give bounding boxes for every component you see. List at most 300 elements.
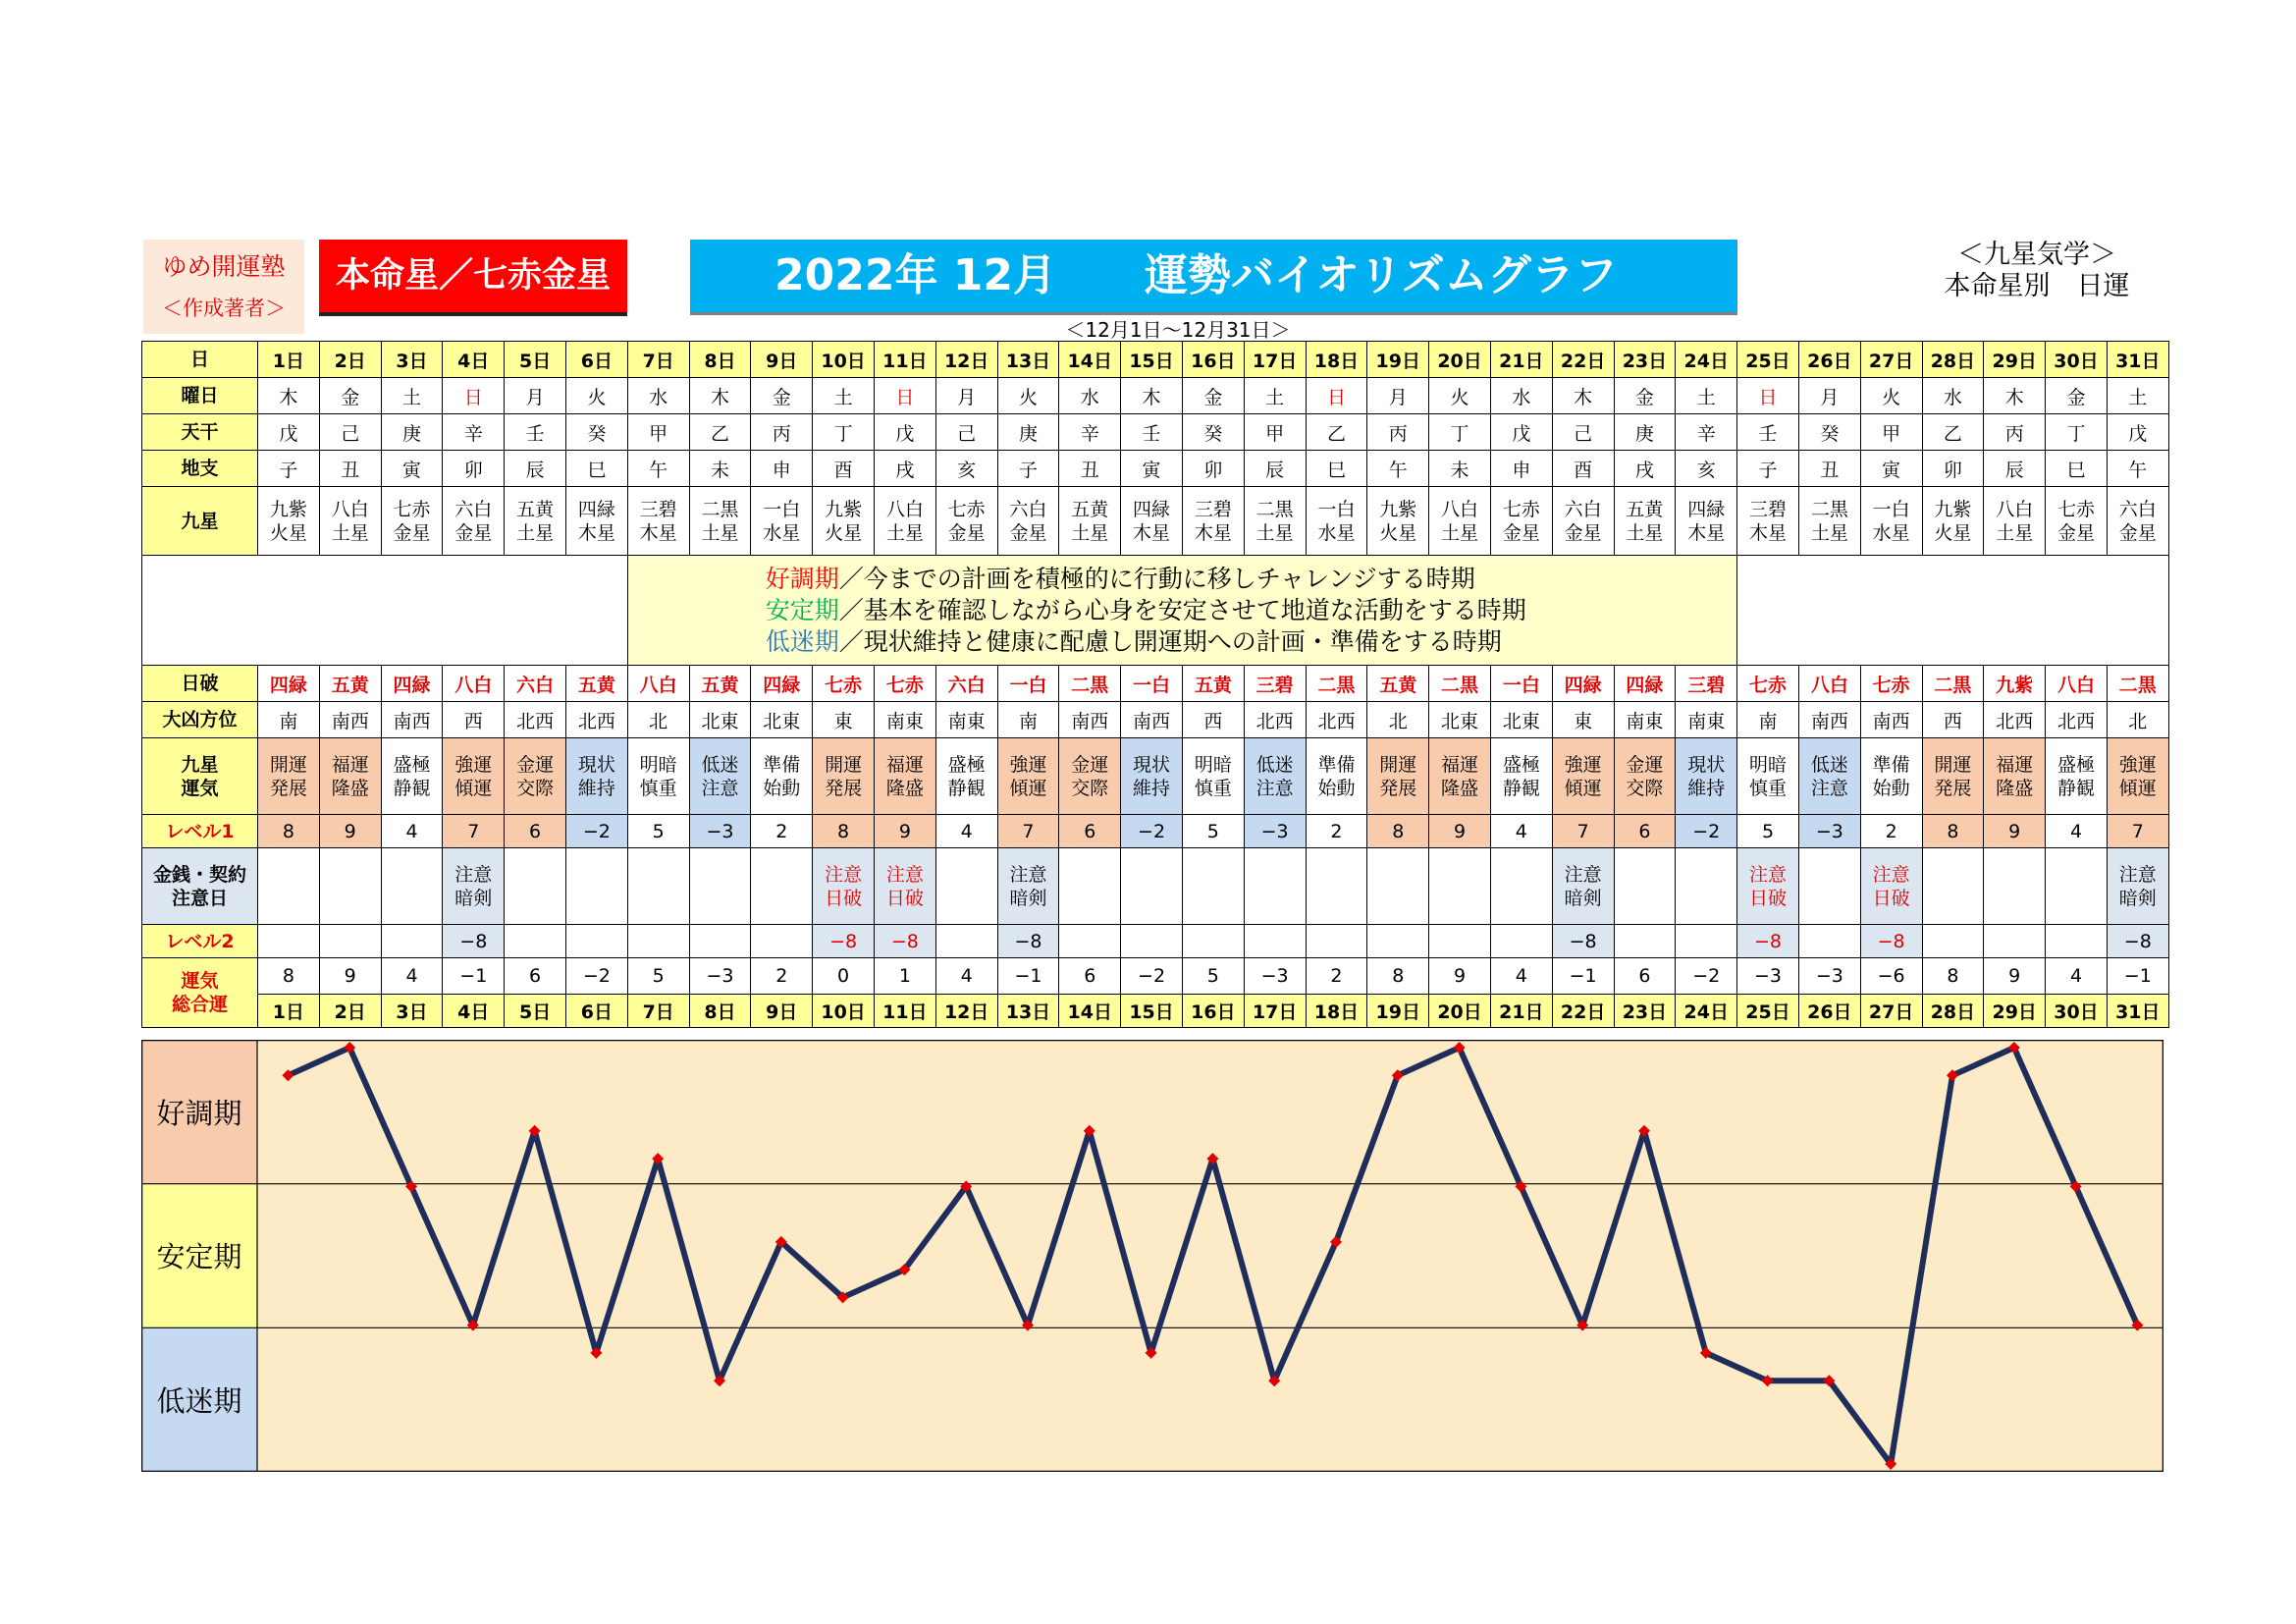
day-header-cell: 30日 (2046, 342, 2108, 378)
legend-text-good: ／今までの計画を積極的に行動に移しチャレンジする時期 (838, 564, 1475, 593)
daikyo-cell: 南西 (319, 702, 381, 738)
level1-cell: 9 (319, 815, 381, 848)
total-cell: −1 (997, 958, 1059, 995)
total-cell: 5 (627, 958, 689, 995)
caution-cell (627, 848, 689, 925)
tenkan-cell: 戊 (258, 414, 320, 451)
level1-cell: 6 (1614, 815, 1676, 848)
level2-cell: −8 (1552, 925, 1614, 958)
nippa-cell: 八白 (627, 666, 689, 702)
daikyo-cell: 南西 (381, 702, 443, 738)
caution-cell: 注意 暗剣 (997, 848, 1059, 925)
unki-cell: 金運 交際 (505, 738, 566, 815)
unki-cell: 福運 隆盛 (319, 738, 381, 815)
nippa-cell: 七赤 (874, 666, 935, 702)
kyusei-cell: 九紫 火星 (813, 487, 875, 556)
day-header-cell: 1日 (258, 342, 320, 378)
level2-cell (381, 925, 443, 958)
row-weekday (142, 378, 2169, 414)
weekday-cell: 土 (381, 378, 443, 414)
caution-cell: 注意 日破 (874, 848, 935, 925)
unki-cell: 強運 傾運 (443, 738, 505, 815)
total-cell: 8 (1922, 958, 1984, 995)
weekday-cell: 火 (1429, 378, 1491, 414)
kyusei-cell: 三碧 木星 (1737, 487, 1799, 556)
system-line2: 本命星別 日運 (1944, 271, 2130, 301)
nippa-cell: 六白 (935, 666, 997, 702)
caution-cell: 注意 暗剣 (443, 848, 505, 925)
day-footer-cell: 7日 (627, 995, 689, 1028)
row-level2 (142, 925, 2169, 958)
level2-cell (627, 925, 689, 958)
level1-cell: 2 (1306, 815, 1367, 848)
label-unki: 九星 運気 (142, 738, 258, 815)
unki-cell: 強運 傾運 (997, 738, 1059, 815)
unki-cell: 低迷 注意 (1244, 738, 1306, 815)
kyusei-cell: 六白 金星 (1552, 487, 1614, 556)
nippa-cell: 二黒 (1306, 666, 1367, 702)
system-line1: ＜九星気学＞ (1957, 240, 2116, 270)
kyusei-cell: 五黄 土星 (505, 487, 566, 556)
caution-cell (1306, 848, 1367, 925)
total-cell: 0 (813, 958, 875, 995)
unki-cell: 開運 発展 (1922, 738, 1984, 815)
tenkan-cell: 庚 (381, 414, 443, 451)
unki-cell: 現状 維持 (565, 738, 627, 815)
unki-cell: 金運 交際 (1614, 738, 1676, 815)
day-header-cell: 26日 (1798, 342, 1860, 378)
nippa-cell: 三碧 (1676, 666, 1737, 702)
weekday-cell: 月 (1798, 378, 1860, 414)
chishi-cell: 午 (627, 451, 689, 487)
chishi-cell: 卯 (1182, 451, 1244, 487)
level2-cell: −8 (1737, 925, 1799, 958)
day-header-cell: 8日 (689, 342, 751, 378)
chishi-cell: 午 (2107, 451, 2168, 487)
total-cell: −3 (689, 958, 751, 995)
level2-cell (1121, 925, 1183, 958)
kyusei-cell: 四緑 木星 (565, 487, 627, 556)
daikyo-cell: 南東 (874, 702, 935, 738)
level2-cell: −8 (443, 925, 505, 958)
daikyo-cell: 北西 (1306, 702, 1367, 738)
chishi-cell: 卯 (1922, 451, 1984, 487)
day-footer-cell: 3日 (381, 995, 443, 1028)
level2-cell (1182, 925, 1244, 958)
unki-cell: 準備 始動 (1860, 738, 1922, 815)
honmei-badge: 本命星／七赤金星 (319, 240, 627, 316)
total-cell: 6 (1059, 958, 1121, 995)
level1-cell: 7 (443, 815, 505, 848)
kyusei-cell: 二黒 土星 (689, 487, 751, 556)
caution-cell (565, 848, 627, 925)
weekday-cell: 土 (2107, 378, 2168, 414)
level1-cell: 4 (381, 815, 443, 848)
total-cell: 8 (258, 958, 320, 995)
kyusei-cell: 四緑 木星 (1676, 487, 1737, 556)
level1-cell: 9 (1984, 815, 2046, 848)
day-header-cell: 27日 (1860, 342, 1922, 378)
level1-cell: 4 (935, 815, 997, 848)
kyusei-cell: 七赤 金星 (381, 487, 443, 556)
legend-line-low (766, 626, 1736, 658)
biorhythm-chart (141, 1040, 2163, 1472)
daikyo-cell: 北東 (689, 702, 751, 738)
chishi-cell: 酉 (1552, 451, 1614, 487)
tenkan-cell: 丙 (751, 414, 813, 451)
label-chishi: 地支 (142, 451, 258, 487)
total-cell: 4 (2046, 958, 2108, 995)
nippa-cell: 五黄 (689, 666, 751, 702)
level1-cell: 2 (751, 815, 813, 848)
chishi-cell: 亥 (1676, 451, 1737, 487)
weekday-cell: 金 (1614, 378, 1676, 414)
legend-line-good (766, 564, 1736, 595)
row-nippa (142, 666, 2169, 702)
daikyo-cell: 北 (1367, 702, 1429, 738)
level1-cell: 7 (2107, 815, 2168, 848)
level1-cell: −3 (1244, 815, 1306, 848)
chishi-cell: 丑 (319, 451, 381, 487)
row-chishi (142, 451, 2169, 487)
tenkan-cell: 丙 (1367, 414, 1429, 451)
level1-cell: −2 (1676, 815, 1737, 848)
weekday-cell: 木 (258, 378, 320, 414)
chishi-cell: 丑 (1798, 451, 1860, 487)
label-total: 運気 総合運 (142, 958, 258, 1028)
day-footer-cell: 8日 (689, 995, 751, 1028)
total-cell: 2 (1306, 958, 1367, 995)
level1-cell: 9 (874, 815, 935, 848)
nippa-cell: 四緑 (381, 666, 443, 702)
row-day-footer (142, 995, 2169, 1028)
daikyo-cell: 南東 (1676, 702, 1737, 738)
legend-spacer-left (142, 556, 628, 666)
title-banner (690, 240, 1737, 315)
label-level1: レベル1 (142, 815, 258, 848)
tenkan-cell: 辛 (443, 414, 505, 451)
label-kyusei: 九星 (142, 487, 258, 556)
nippa-cell: 八白 (1798, 666, 1860, 702)
chishi-cell: 巳 (1306, 451, 1367, 487)
level2-cell (1676, 925, 1737, 958)
tenkan-cell: 戊 (2107, 414, 2168, 451)
weekday-cell: 日 (1306, 378, 1367, 414)
day-header-cell: 29日 (1984, 342, 2046, 378)
chishi-cell: 辰 (1244, 451, 1306, 487)
day-header-cell: 15日 (1121, 342, 1183, 378)
day-footer-cell: 19日 (1367, 995, 1429, 1028)
daikyo-cell: 北東 (1429, 702, 1491, 738)
tenkan-cell: 乙 (1306, 414, 1367, 451)
total-cell: 5 (1182, 958, 1244, 995)
weekday-cell: 金 (751, 378, 813, 414)
chishi-cell: 辰 (505, 451, 566, 487)
unki-cell: 強運 傾運 (1552, 738, 1614, 815)
total-cell: 2 (751, 958, 813, 995)
unki-cell: 盛極 静観 (2046, 738, 2108, 815)
row-kyusei (142, 487, 2169, 556)
tenkan-cell: 甲 (627, 414, 689, 451)
level1-cell: −2 (565, 815, 627, 848)
level1-cell: 4 (2046, 815, 2108, 848)
label-daikyo: 大凶方位 (142, 702, 258, 738)
unki-cell: 盛極 静観 (1490, 738, 1552, 815)
level1-cell: 7 (997, 815, 1059, 848)
total-cell: 8 (1367, 958, 1429, 995)
weekday-cell: 月 (935, 378, 997, 414)
day-footer-cell: 21日 (1490, 995, 1552, 1028)
level2-cell (1984, 925, 2046, 958)
caution-cell (505, 848, 566, 925)
label-tenkan: 天干 (142, 414, 258, 451)
author-role: ＜作成著者＞ (162, 297, 286, 320)
legend-line-stable (766, 595, 1736, 626)
nippa-cell: 八白 (443, 666, 505, 702)
caution-cell: 注意 日破 (1737, 848, 1799, 925)
kyusei-cell: 一白 水星 (1306, 487, 1367, 556)
tenkan-cell: 戊 (1490, 414, 1552, 451)
nippa-cell: 四緑 (1614, 666, 1676, 702)
chishi-cell: 巳 (565, 451, 627, 487)
row-tenkan (142, 414, 2169, 451)
nippa-cell: 二黒 (1059, 666, 1121, 702)
daikyo-cell: 東 (1552, 702, 1614, 738)
level2-cell: −8 (813, 925, 875, 958)
title-main: 運勢バイオリズムグラフ (1145, 250, 1618, 300)
nippa-cell: 二黒 (1922, 666, 1984, 702)
kyusei-cell: 八白 土星 (1984, 487, 2046, 556)
tenkan-cell: 丁 (813, 414, 875, 451)
row-total (142, 958, 2169, 995)
total-cell: 9 (1984, 958, 2046, 995)
caution-cell: 注意 暗剣 (1552, 848, 1614, 925)
daikyo-cell: 北西 (2046, 702, 2108, 738)
caution-cell: 注意 暗剣 (2107, 848, 2168, 925)
caution-cell (1676, 848, 1737, 925)
nippa-cell: 一白 (1121, 666, 1183, 702)
chishi-cell: 丑 (1059, 451, 1121, 487)
chishi-cell: 寅 (1860, 451, 1922, 487)
day-header-cell: 17日 (1244, 342, 1306, 378)
weekday-cell: 木 (1984, 378, 2046, 414)
day-footer-cell: 11日 (874, 995, 935, 1028)
day-footer-cell: 28日 (1922, 995, 1984, 1028)
nippa-cell: 五黄 (1367, 666, 1429, 702)
day-footer-cell: 14日 (1059, 995, 1121, 1028)
day-footer-cell: 12日 (935, 995, 997, 1028)
kyusei-cell: 六白 金星 (997, 487, 1059, 556)
total-cell: −1 (1552, 958, 1614, 995)
day-header-cell: 31日 (2107, 342, 2168, 378)
tenkan-cell: 壬 (1737, 414, 1799, 451)
daikyo-cell: 北西 (505, 702, 566, 738)
nippa-cell: 五黄 (1182, 666, 1244, 702)
weekday-cell: 金 (319, 378, 381, 414)
kyusei-cell: 七赤 金星 (935, 487, 997, 556)
day-footer-cell: 24日 (1676, 995, 1737, 1028)
label-level2: レベル2 (142, 925, 258, 958)
weekday-cell: 火 (1860, 378, 1922, 414)
level2-cell (258, 925, 320, 958)
day-footer-cell: 6日 (565, 995, 627, 1028)
nippa-cell: 六白 (505, 666, 566, 702)
weekday-cell: 木 (689, 378, 751, 414)
tenkan-cell: 丙 (1984, 414, 2046, 451)
total-cell: 9 (319, 958, 381, 995)
day-footer-cell: 10日 (813, 995, 875, 1028)
day-header-cell: 18日 (1306, 342, 1367, 378)
chishi-cell: 戌 (874, 451, 935, 487)
tenkan-cell: 庚 (997, 414, 1059, 451)
unki-cell: 低迷 注意 (689, 738, 751, 815)
unki-cell: 明暗 慎重 (1182, 738, 1244, 815)
daikyo-cell: 西 (443, 702, 505, 738)
tenkan-cell: 辛 (1059, 414, 1121, 451)
legend-text-low: ／現状維持と健康に配慮し開運期への計画・準備をする時期 (838, 626, 1502, 656)
tenkan-cell: 己 (1552, 414, 1614, 451)
day-header-cell: 21日 (1490, 342, 1552, 378)
chishi-cell: 巳 (2046, 451, 2108, 487)
nippa-cell: 八白 (2046, 666, 2108, 702)
chishi-cell: 未 (689, 451, 751, 487)
tenkan-cell: 乙 (1922, 414, 1984, 451)
weekday-cell: 水 (1490, 378, 1552, 414)
level1-cell: 9 (1429, 815, 1491, 848)
label-nippa: 日破 (142, 666, 258, 702)
tenkan-cell: 癸 (565, 414, 627, 451)
row-daikyo (142, 702, 2169, 738)
tenkan-cell: 庚 (1614, 414, 1676, 451)
total-cell: −2 (1121, 958, 1183, 995)
kyusei-cell: 三碧 木星 (1182, 487, 1244, 556)
day-header-cell: 4日 (443, 342, 505, 378)
tenkan-cell: 戊 (874, 414, 935, 451)
chishi-cell: 子 (1737, 451, 1799, 487)
nippa-cell: 四緑 (258, 666, 320, 702)
nippa-cell: 七赤 (813, 666, 875, 702)
level1-cell: −3 (689, 815, 751, 848)
tenkan-cell: 癸 (1798, 414, 1860, 451)
day-footer-cell: 30日 (2046, 995, 2108, 1028)
level2-cell: −8 (874, 925, 935, 958)
chishi-cell: 寅 (1121, 451, 1183, 487)
daikyo-cell: 北西 (565, 702, 627, 738)
daikyo-cell: 南東 (935, 702, 997, 738)
chishi-cell: 子 (258, 451, 320, 487)
legend-label-low: 低迷期 (765, 626, 839, 656)
day-header-cell: 9日 (751, 342, 813, 378)
caution-cell (1614, 848, 1676, 925)
daikyo-cell: 北 (627, 702, 689, 738)
weekday-cell: 月 (505, 378, 566, 414)
day-header-cell: 11日 (874, 342, 935, 378)
kyusei-cell: 九紫 火星 (258, 487, 320, 556)
total-cell: 9 (1429, 958, 1491, 995)
nippa-cell: 四緑 (751, 666, 813, 702)
day-header-cell: 24日 (1676, 342, 1737, 378)
label-day: 日 (142, 342, 258, 378)
nippa-cell: 七赤 (1860, 666, 1922, 702)
unki-cell: 福運 隆盛 (1429, 738, 1491, 815)
unki-cell: 開運 発展 (258, 738, 320, 815)
chart-plot (141, 1040, 2163, 1472)
tenkan-cell: 丁 (2046, 414, 2108, 451)
tenkan-cell: 丁 (1429, 414, 1491, 451)
day-footer-cell: 4日 (443, 995, 505, 1028)
caution-cell (1367, 848, 1429, 925)
total-cell: −1 (2107, 958, 2168, 995)
level1-cell: 2 (1860, 815, 1922, 848)
daikyo-cell: 北西 (1984, 702, 2046, 738)
zone-label-low: 低迷期 (156, 1384, 242, 1419)
chishi-cell: 午 (1367, 451, 1429, 487)
caution-cell: 注意 日破 (813, 848, 875, 925)
day-header-cell: 2日 (319, 342, 381, 378)
weekday-cell: 金 (1182, 378, 1244, 414)
weekday-cell: 金 (2046, 378, 2108, 414)
row-level1 (142, 815, 2169, 848)
total-cell: 1 (874, 958, 935, 995)
level2-cell (1614, 925, 1676, 958)
daikyo-cell: 北 (2107, 702, 2168, 738)
kyusei-cell: 七赤 金星 (1490, 487, 1552, 556)
chishi-cell: 辰 (1984, 451, 2046, 487)
level2-cell (505, 925, 566, 958)
weekday-cell: 水 (1059, 378, 1121, 414)
kyusei-cell: 六白 金星 (443, 487, 505, 556)
caution-cell (319, 848, 381, 925)
caution-cell (1059, 848, 1121, 925)
chishi-cell: 戌 (1614, 451, 1676, 487)
total-cell: 6 (1614, 958, 1676, 995)
period-label: ＜12月1日～12月31日＞ (1065, 318, 1291, 342)
kyusei-cell: 六白 金星 (2107, 487, 2168, 556)
chishi-cell: 卯 (443, 451, 505, 487)
day-header-cell: 7日 (627, 342, 689, 378)
nippa-cell: 五黄 (319, 666, 381, 702)
weekday-cell: 日 (443, 378, 505, 414)
level2-cell (1306, 925, 1367, 958)
kyusei-cell: 二黒 土星 (1798, 487, 1860, 556)
label-caution: 金銭・契約 注意日 (142, 848, 258, 925)
nippa-cell: 四緑 (1552, 666, 1614, 702)
total-cell: −2 (1676, 958, 1737, 995)
chishi-cell: 未 (1429, 451, 1491, 487)
weekday-cell: 木 (1552, 378, 1614, 414)
kyusei-cell: 四緑 木星 (1121, 487, 1183, 556)
chart-plot-area (257, 1040, 2163, 1472)
total-cell: −3 (1737, 958, 1799, 995)
caution-cell (258, 848, 320, 925)
daikyo-cell: 南 (258, 702, 320, 738)
daikyo-cell: 西 (1922, 702, 1984, 738)
daikyo-cell: 東 (813, 702, 875, 738)
level1-cell: 8 (258, 815, 320, 848)
caution-cell (1798, 848, 1860, 925)
nippa-cell: 二黒 (1429, 666, 1491, 702)
total-cell: −3 (1244, 958, 1306, 995)
tenkan-cell: 辛 (1676, 414, 1737, 451)
day-footer-cell: 23日 (1614, 995, 1676, 1028)
daikyo-cell: 南西 (1798, 702, 1860, 738)
level1-cell: 5 (627, 815, 689, 848)
day-header-cell: 13日 (997, 342, 1059, 378)
tenkan-cell: 甲 (1860, 414, 1922, 451)
weekday-cell: 火 (565, 378, 627, 414)
day-footer-cell: 22日 (1552, 995, 1614, 1028)
total-cell: 4 (935, 958, 997, 995)
